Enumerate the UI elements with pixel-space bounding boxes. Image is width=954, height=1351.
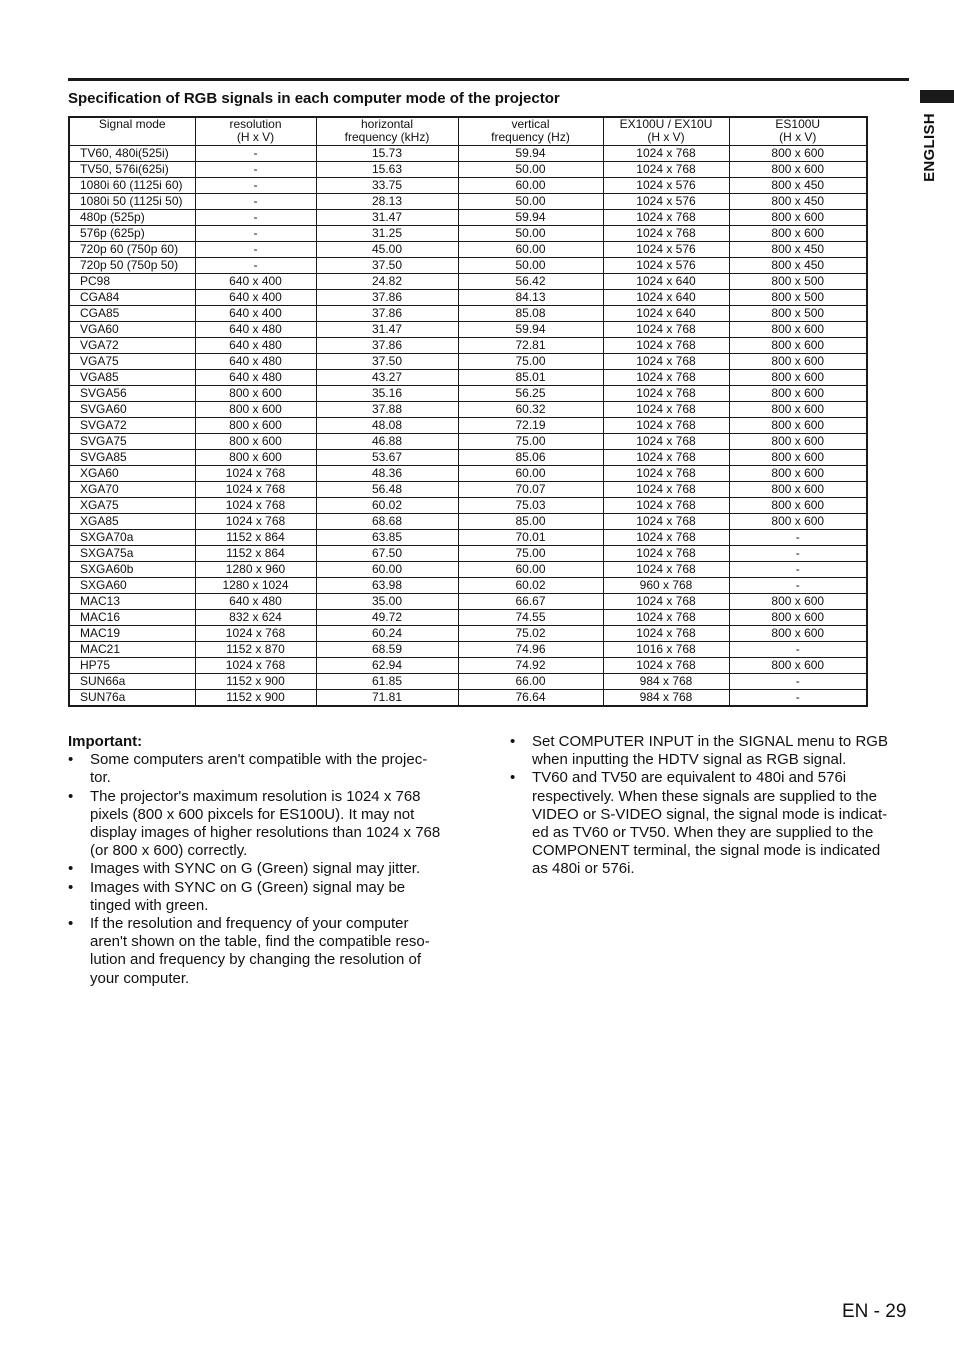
table-cell: 1024 x 768 [603,466,729,482]
signal-mode-cell: PC98 [69,274,195,290]
table-cell: 1024 x 768 [195,482,316,498]
table-cell: 72.19 [458,418,603,434]
rgb-signal-spec-table [68,116,868,707]
note-text: Some computers aren't compatible with the projec- tor. [90,751,428,787]
table-cell: - [195,226,316,242]
column-header [729,117,867,146]
table-cell: 56.25 [458,386,603,402]
table-cell: - [729,690,867,707]
note-text: Images with SYNC on G (Green) signal may be tinged with green. [90,878,406,914]
table-row [69,354,867,370]
table-cell: 800 x 600 [729,418,867,434]
column-header-line: (H x V) [236,130,275,144]
table-cell: 800 x 500 [729,290,867,306]
table-row [69,482,867,498]
table-cell: 800 x 600 [729,594,867,610]
signal-mode-cell: HP75 [69,658,195,674]
important-heading: Important: [68,733,143,750]
table-cell: - [195,194,316,210]
table-cell: 67.50 [316,546,458,562]
table-cell: 1152 x 870 [195,642,316,658]
table-body [69,146,867,707]
signal-mode-cell: TV60, 480i(525i) [69,146,195,162]
table-cell: 53.67 [316,450,458,466]
table-cell: 640 x 400 [195,306,316,322]
table-row [69,242,867,258]
table-cell: 75.00 [458,434,603,450]
table-row [69,658,867,674]
table-cell: 28.13 [316,194,458,210]
table-cell: 1152 x 864 [195,530,316,546]
table-cell: 59.94 [458,146,603,162]
table-cell: 63.85 [316,530,458,546]
table-cell: 800 x 600 [195,434,316,450]
bullet-icon: • [68,751,74,769]
table-cell: 75.03 [458,498,603,514]
table-cell: 31.25 [316,226,458,242]
table-cell: 1024 x 768 [603,402,729,418]
table-row [69,162,867,178]
table-cell: 1024 x 768 [603,226,729,242]
table-cell: - [195,210,316,226]
table-row [69,626,867,642]
signal-mode-cell: SVGA75 [69,434,195,450]
table-cell: 1024 x 768 [603,450,729,466]
note-item [68,879,478,915]
table-cell: 800 x 600 [729,354,867,370]
table-cell: 59.94 [458,322,603,338]
table-cell: 50.00 [458,226,603,242]
table-cell: - [729,578,867,594]
table-cell: 800 x 600 [729,450,867,466]
additional-notes [510,733,920,879]
table-cell: 1024 x 768 [195,466,316,482]
table-cell: 68.59 [316,642,458,658]
column-header [195,117,316,146]
signal-mode-cell: SVGA72 [69,418,195,434]
column-header-line: ES100U [775,117,821,131]
table-cell: 70.01 [458,530,603,546]
table-cell: 60.00 [458,178,603,194]
table-cell: 75.02 [458,626,603,642]
table-cell: 1024 x 640 [603,274,729,290]
table-cell: 24.82 [316,274,458,290]
table-cell: 1024 x 768 [195,658,316,674]
table-cell: 74.92 [458,658,603,674]
table-row [69,418,867,434]
table-cell: 800 x 600 [729,658,867,674]
table-cell: 640 x 480 [195,322,316,338]
column-header-line: horizontal [360,117,414,131]
table-cell: 1024 x 640 [603,290,729,306]
table-cell: 640 x 480 [195,354,316,370]
table-cell: 70.07 [458,482,603,498]
table-row [69,690,867,707]
table-cell: 1024 x 640 [603,306,729,322]
column-header-line: EX100U / EX10U [619,117,713,131]
column-header-line: (H x V) [779,130,817,144]
table-cell: 984 x 768 [603,674,729,690]
table-cell: - [195,178,316,194]
table-cell: 1024 x 576 [603,194,729,210]
table-row [69,210,867,226]
additional-notes-list [510,733,920,879]
table-row [69,642,867,658]
table-cell: 75.00 [458,546,603,562]
table-cell: 43.27 [316,370,458,386]
table-row [69,530,867,546]
table-cell: - [729,562,867,578]
table-cell: 56.48 [316,482,458,498]
section-title: Specification of RGB signals in each computer mode of the projector [68,90,560,107]
signal-mode-cell: SXGA60b [69,562,195,578]
table-cell: 800 x 500 [729,306,867,322]
table-cell: 1024 x 576 [603,258,729,274]
table-cell: 50.00 [458,162,603,178]
table-row [69,178,867,194]
signal-mode-cell: SVGA60 [69,402,195,418]
table-cell: 35.00 [316,594,458,610]
table-row [69,338,867,354]
signal-mode-cell: TV50, 576i(625i) [69,162,195,178]
table-cell: 56.42 [458,274,603,290]
bullet-icon: • [68,787,74,805]
note-item [68,788,478,861]
table-cell: 1016 x 768 [603,642,729,658]
table-cell: - [729,546,867,562]
signal-mode-cell: MAC16 [69,610,195,626]
table-cell: 800 x 600 [729,434,867,450]
table-cell: - [195,162,316,178]
column-header-line: Signal mode [98,117,166,131]
table-row [69,546,867,562]
bullet-icon: • [510,733,516,750]
table-cell: 50.00 [458,258,603,274]
table-cell: 76.64 [458,690,603,707]
table-row [69,322,867,338]
table-row [69,514,867,530]
table-cell: 1024 x 768 [603,162,729,178]
table-header-row [69,117,867,146]
table-cell: 37.86 [316,306,458,322]
table-cell: 31.47 [316,210,458,226]
table-cell: 1024 x 768 [603,434,729,450]
bullet-icon: • [68,860,74,878]
table-cell: 85.01 [458,370,603,386]
column-header-line: vertical [511,117,550,131]
table-cell: 49.72 [316,610,458,626]
table-cell: 66.00 [458,674,603,690]
signal-mode-cell: XGA70 [69,482,195,498]
table-cell: 63.98 [316,578,458,594]
table-cell: 1152 x 864 [195,546,316,562]
table-cell: 85.00 [458,514,603,530]
signal-mode-cell: CGA84 [69,290,195,306]
note-item [68,751,478,787]
table-cell: 45.00 [316,242,458,258]
table-cell: 800 x 500 [729,274,867,290]
table-cell: 1024 x 768 [603,370,729,386]
signal-mode-cell: SVGA56 [69,386,195,402]
table-cell: 33.75 [316,178,458,194]
table-cell: 74.55 [458,610,603,626]
column-header [603,117,729,146]
signal-mode-cell: VGA75 [69,354,195,370]
table-cell: 60.02 [316,498,458,514]
table-cell: 1024 x 768 [603,658,729,674]
table-cell: 1024 x 768 [603,146,729,162]
table-cell: 800 x 600 [729,386,867,402]
table-cell: 800 x 600 [729,626,867,642]
table-cell: 800 x 600 [729,482,867,498]
table-cell: 800 x 600 [729,370,867,386]
signal-mode-cell: SUN66a [69,674,195,690]
table-row [69,578,867,594]
table-cell: 1152 x 900 [195,674,316,690]
table-cell: 31.47 [316,322,458,338]
table-cell: 1024 x 768 [603,562,729,578]
table-cell: 1024 x 768 [603,594,729,610]
signal-mode-cell: 1080i 60 (1125i 60) [69,178,195,194]
table-cell: 800 x 600 [729,498,867,514]
table-cell: 1280 x 1024 [195,578,316,594]
table-cell: 640 x 400 [195,290,316,306]
table-cell: 640 x 480 [195,370,316,386]
table-cell: 1024 x 768 [195,514,316,530]
table-row [69,306,867,322]
table-cell: 50.00 [458,194,603,210]
table-cell: 15.63 [316,162,458,178]
table-row [69,370,867,386]
note-text: Images with SYNC on G (Green) signal may jitter. [90,860,421,878]
table-cell: 37.50 [316,354,458,370]
table-cell: 960 x 768 [603,578,729,594]
signal-mode-cell: XGA60 [69,466,195,482]
table-row [69,146,867,162]
table-cell: 1024 x 768 [603,514,729,530]
bullet-icon: • [68,878,74,896]
table-cell: - [729,674,867,690]
table-cell: 800 x 600 [729,210,867,226]
table-cell: 46.88 [316,434,458,450]
table-row [69,562,867,578]
table-cell: 800 x 600 [195,386,316,402]
table-cell: - [195,146,316,162]
table-row [69,402,867,418]
table-cell: 71.81 [316,690,458,707]
signal-mode-cell: VGA72 [69,338,195,354]
table-row [69,674,867,690]
table-cell: 800 x 600 [195,418,316,434]
bullet-icon: • [68,915,74,933]
table-cell: 60.00 [458,562,603,578]
table-cell: 800 x 600 [729,610,867,626]
signal-mode-cell: XGA75 [69,498,195,514]
signal-mode-cell: SUN76a [69,690,195,707]
table-row [69,226,867,242]
table-cell: 1152 x 900 [195,690,316,707]
signal-mode-cell: SXGA70a [69,530,195,546]
table-cell: 1024 x 768 [603,322,729,338]
table-cell: 84.13 [458,290,603,306]
table-cell: - [729,530,867,546]
table-row [69,594,867,610]
table-cell: 1280 x 960 [195,562,316,578]
signal-mode-cell: 720p 60 (750p 60) [69,242,195,258]
note-item [510,733,920,769]
table-cell: 60.00 [458,466,603,482]
table-cell: 800 x 600 [729,146,867,162]
table-cell: 640 x 480 [195,594,316,610]
table-row [69,466,867,482]
column-header-line: frequency (Hz) [491,130,570,144]
table-row [69,290,867,306]
table-cell: 1024 x 768 [603,546,729,562]
table-cell: 1024 x 768 [603,418,729,434]
table-cell: 1024 x 768 [603,338,729,354]
table-row [69,274,867,290]
table-row [69,258,867,274]
table-cell: 1024 x 768 [603,386,729,402]
table-row [69,450,867,466]
signal-mode-cell: 480p (525p) [69,210,195,226]
table-cell: 15.73 [316,146,458,162]
signal-mode-cell: SXGA60 [69,578,195,594]
table-cell: 37.86 [316,338,458,354]
table-cell: 75.00 [458,354,603,370]
table-cell: 800 x 450 [729,178,867,194]
column-header-line: resolution [229,117,282,131]
table-cell: 61.85 [316,674,458,690]
note-item [68,860,478,878]
table-cell: 48.08 [316,418,458,434]
signal-mode-cell: MAC13 [69,594,195,610]
table-row [69,386,867,402]
column-header [458,117,603,146]
important-notes-list [68,751,478,988]
table-row [69,498,867,514]
table-cell: 800 x 600 [195,402,316,418]
table-cell: 1024 x 768 [603,498,729,514]
signal-mode-cell: MAC21 [69,642,195,658]
table-cell: 800 x 600 [195,450,316,466]
table-cell: 85.06 [458,450,603,466]
table-cell: 60.02 [458,578,603,594]
table-cell: 800 x 600 [729,322,867,338]
table-cell: 800 x 450 [729,242,867,258]
column-header-line: (H x V) [647,130,685,144]
table-cell: 1024 x 768 [603,482,729,498]
table-cell: 1024 x 576 [603,242,729,258]
note-text: Set COMPUTER INPUT in the SIGNAL menu to RGB when inputting the HDTV signal as RGB signal. [532,733,888,769]
signal-mode-cell: SVGA85 [69,450,195,466]
table-cell: 59.94 [458,210,603,226]
table-cell: 1024 x 768 [603,354,729,370]
signal-mode-cell: VGA60 [69,322,195,338]
table-cell: 74.96 [458,642,603,658]
table-cell: 800 x 600 [729,338,867,354]
table-row [69,610,867,626]
table-cell: 60.32 [458,402,603,418]
table-row [69,194,867,210]
note-text: The projector's maximum resolution is 1024 x 768 pixels (800 x 600 pixcels for ES100U). It may not display images of higher resolutions than 1024 x 768 (or 800 x 600) correctly. [90,787,441,860]
note-text: TV60 and TV50 are equivalent to 480i and 576i respectively. When these signals are supplied to the VIDEO or S-VIDEO signal, the signal mode is indicat- ed as TV60 or TV50. When they are supplied to the COMPONENT terminal, the signal mode is indicated as 480i or 576i. [532,769,888,878]
signal-mode-cell: 720p 50 (750p 50) [69,258,195,274]
note-item [510,769,920,878]
table-cell: 1024 x 768 [603,210,729,226]
table-cell: 72.81 [458,338,603,354]
column-header [316,117,458,146]
table-cell: 640 x 400 [195,274,316,290]
table-cell: 60.00 [316,562,458,578]
signal-mode-cell: XGA85 [69,514,195,530]
table-cell: 800 x 600 [729,226,867,242]
signal-mode-cell: VGA85 [69,370,195,386]
table-cell: 800 x 600 [729,466,867,482]
table-cell: 37.88 [316,402,458,418]
column-header [69,117,195,146]
table-cell: - [729,642,867,658]
important-notes [68,733,478,988]
table-cell: 800 x 450 [729,194,867,210]
language-tab-label: ENGLISH [920,113,938,182]
table-cell: 800 x 450 [729,258,867,274]
table-cell: 66.67 [458,594,603,610]
note-text: If the resolution and frequency of your computer aren't shown on the table, find the compatible reso- lution and frequency by changing the resolution of your computer. [90,915,430,987]
table-cell: 37.50 [316,258,458,274]
table-cell: 832 x 624 [195,610,316,626]
page-number: EN - 29 [842,1301,907,1322]
table-cell: - [195,258,316,274]
signal-mode-cell: 1080i 50 (1125i 50) [69,194,195,210]
table-cell: 800 x 600 [729,162,867,178]
top-rule [68,78,909,81]
table-cell: 800 x 600 [729,402,867,418]
table-cell: 62.94 [316,658,458,674]
table-cell: 85.08 [458,306,603,322]
signal-mode-cell: MAC19 [69,626,195,642]
table-cell: 68.68 [316,514,458,530]
table-cell: 800 x 600 [729,514,867,530]
language-tab-bar [920,90,954,103]
table-cell: 48.36 [316,466,458,482]
language-tab [915,110,943,185]
table-cell: 1024 x 768 [603,530,729,546]
table-cell: 1024 x 576 [603,178,729,194]
bullet-icon: • [510,769,516,787]
table-cell: 640 x 480 [195,338,316,354]
table-cell: 60.24 [316,626,458,642]
table-cell: 1024 x 768 [195,626,316,642]
note-item [68,915,478,988]
table-cell: 1024 x 768 [603,626,729,642]
table-cell: 1024 x 768 [603,610,729,626]
table-cell: 1024 x 768 [195,498,316,514]
table-cell: - [195,242,316,258]
signal-mode-cell: 576p (625p) [69,226,195,242]
signal-mode-cell: CGA85 [69,306,195,322]
signal-mode-cell: SXGA75a [69,546,195,562]
table-cell: 35.16 [316,386,458,402]
table-cell: 60.00 [458,242,603,258]
table-row [69,434,867,450]
column-header-line: frequency (kHz) [344,130,430,144]
table-cell: 984 x 768 [603,690,729,707]
table-cell: 37.86 [316,290,458,306]
